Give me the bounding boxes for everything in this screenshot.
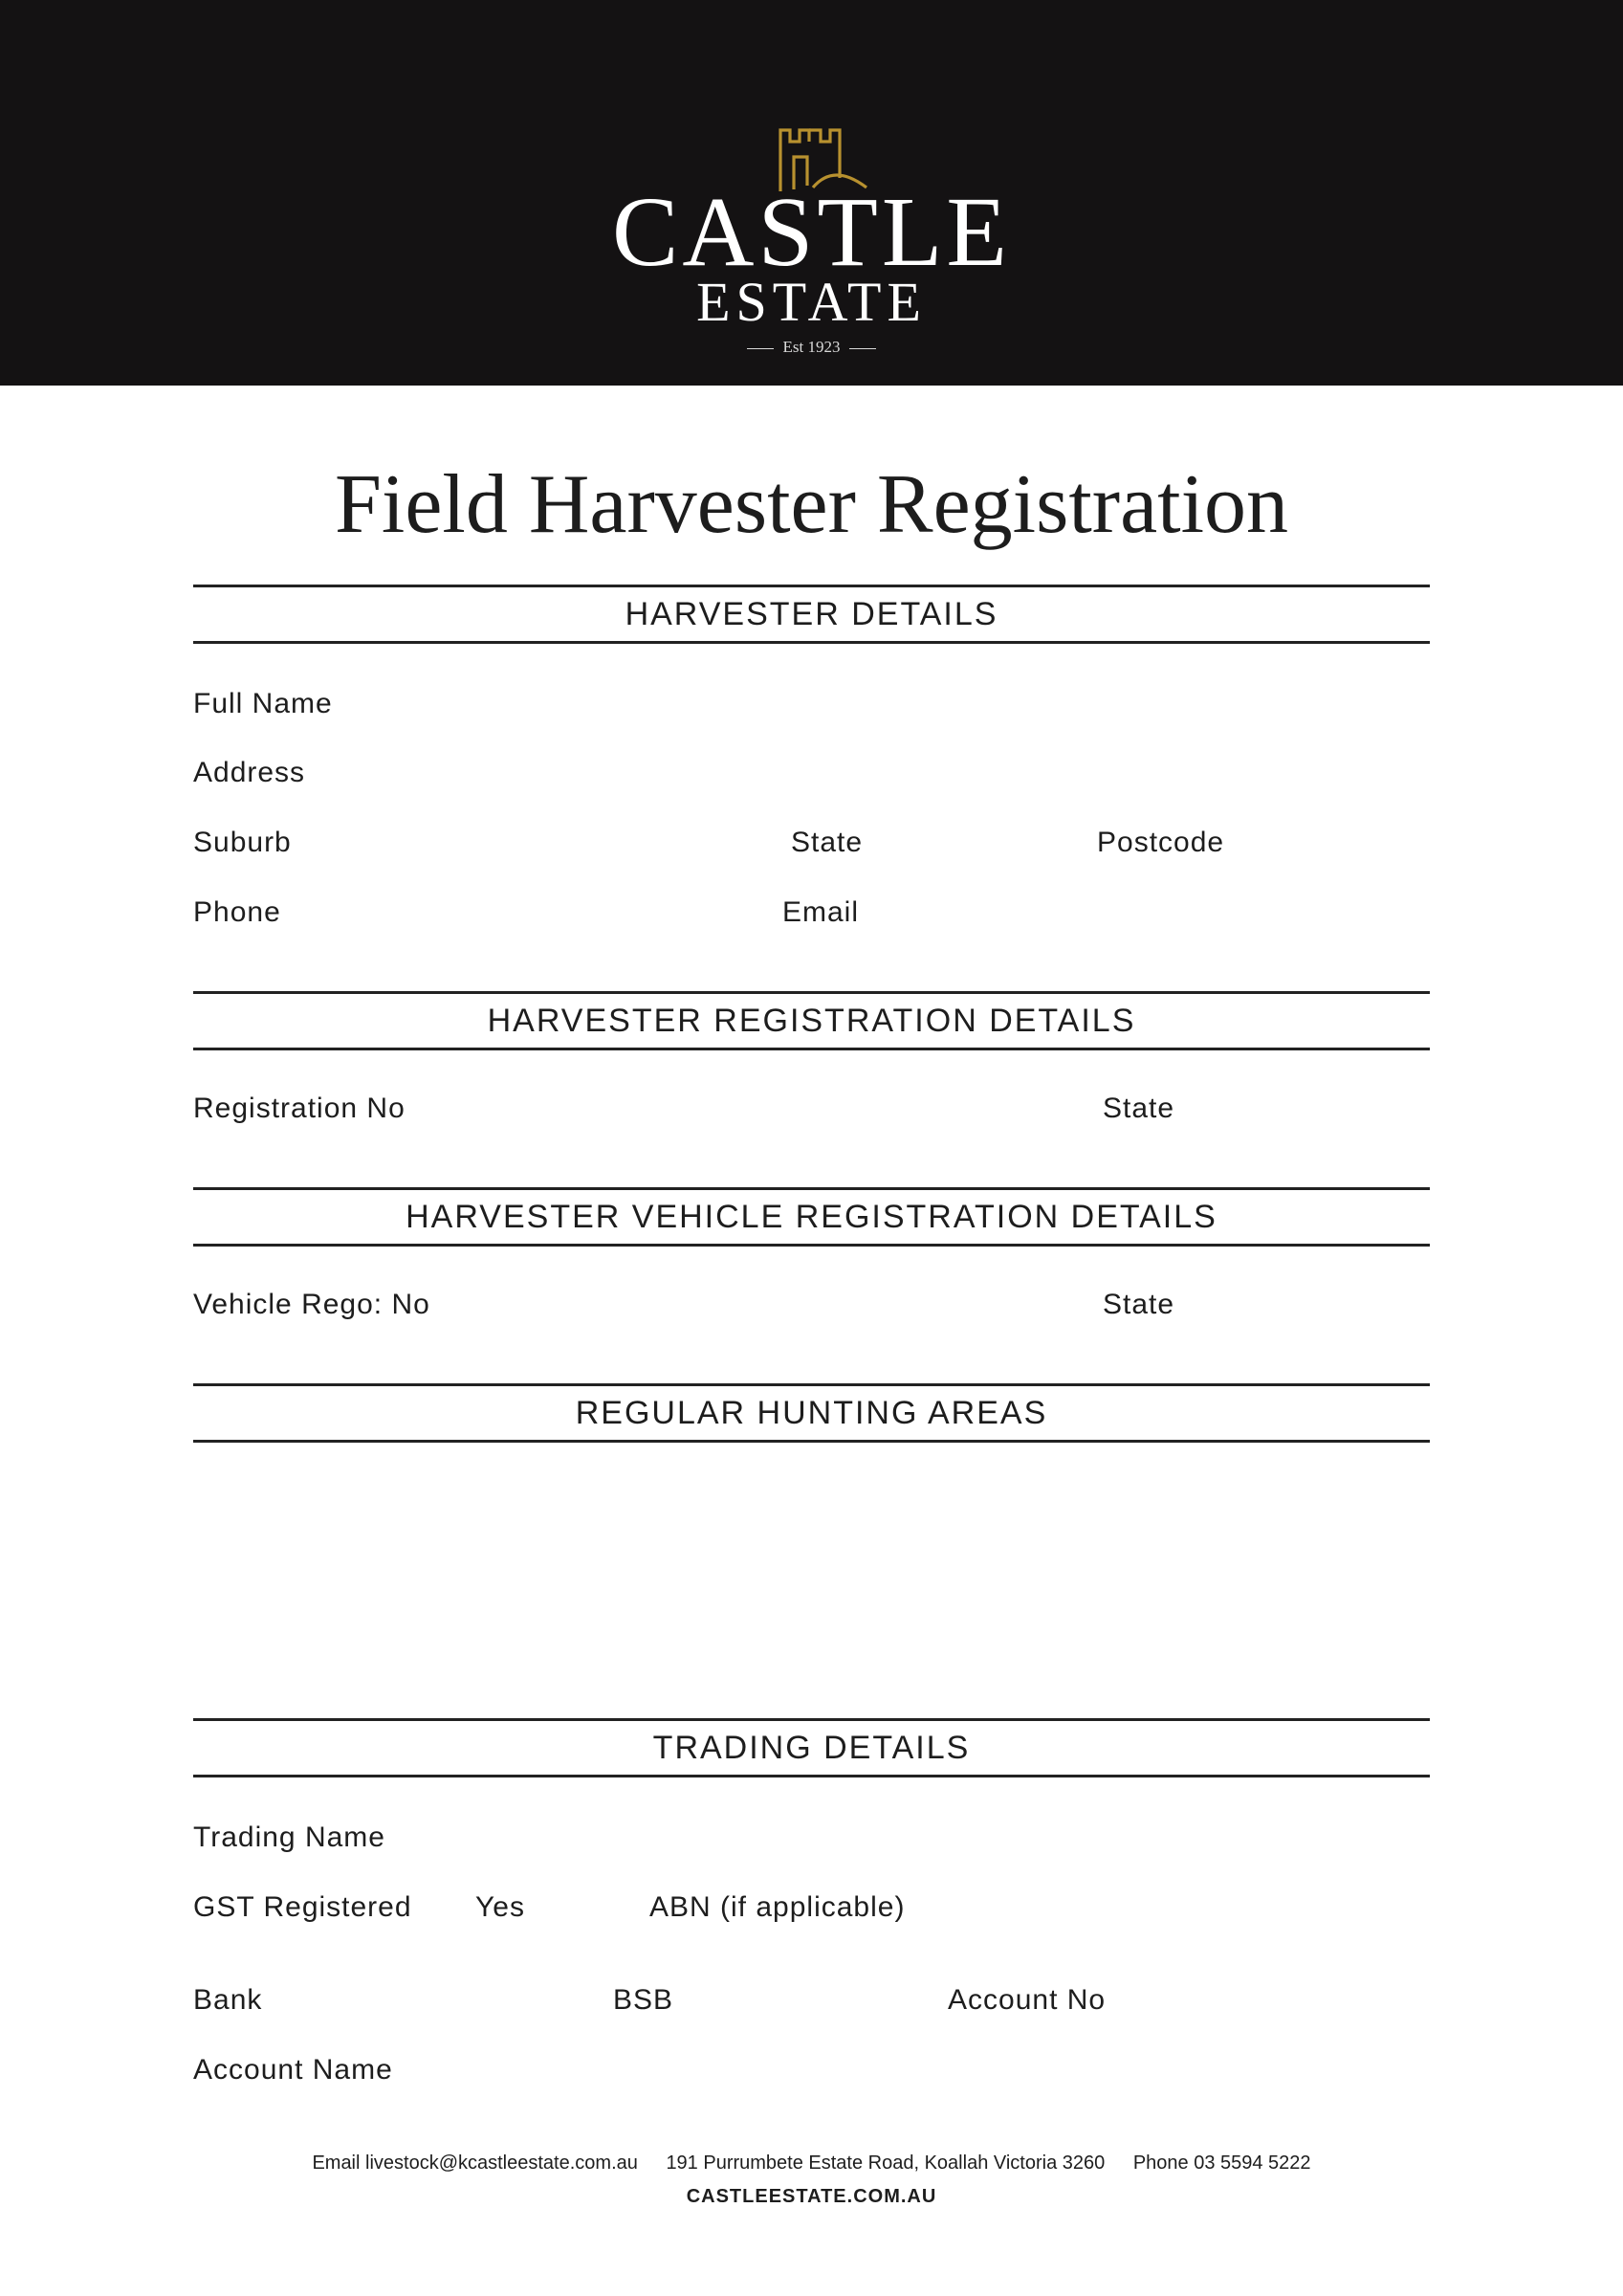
registration-details-heading: HARVESTER REGISTRATION DETAILS <box>487 1003 1136 1039</box>
suburb-field[interactable]: Suburb <box>193 827 292 858</box>
bank-field[interactable]: Bank <box>193 1984 263 2016</box>
est-year: Est 1923 <box>782 338 841 356</box>
vehicle-rego-field[interactable]: Vehicle Rego: No <box>193 1289 430 1320</box>
address-field[interactable]: Address <box>193 757 306 788</box>
header-banner <box>0 0 1623 386</box>
account-no-field[interactable]: Account No <box>948 1984 1107 2016</box>
gst-yes-option[interactable]: Yes <box>475 1891 525 1923</box>
section-rule-top <box>193 1383 1430 1386</box>
logo-estate-text: ESTATE <box>696 271 927 333</box>
section-rule-bottom <box>193 1048 1430 1050</box>
hunting-areas-heading: REGULAR HUNTING AREAS <box>575 1395 1048 1431</box>
footer-phone[interactable]: Phone 03 5594 5222 <box>1132 2152 1311 2174</box>
footer-website-link[interactable]: CASTLEESTATE.COM.AU <box>686 2186 937 2207</box>
state-field[interactable]: State <box>791 827 864 858</box>
hunting-areas-textarea[interactable] <box>193 1446 1430 1714</box>
section-rule-bottom <box>193 641 1430 644</box>
gst-registered-label: GST Registered <box>193 1891 412 1923</box>
trading-details-heading: TRADING DETAILS <box>652 1730 971 1766</box>
footer-address: 191 Purrumbete Estate Road, Koallah Victoria 3260 <box>666 2152 1106 2174</box>
vehicle-state-field[interactable]: State <box>1103 1289 1175 1320</box>
phone-field[interactable]: Phone <box>193 896 281 928</box>
email-field[interactable]: Email <box>782 896 860 928</box>
vehicle-details-heading: HARVESTER VEHICLE REGISTRATION DETAILS <box>406 1199 1217 1235</box>
bsb-field[interactable]: BSB <box>613 1984 674 2016</box>
section-rule-top <box>193 585 1430 587</box>
registration-state-field[interactable]: State <box>1103 1093 1175 1124</box>
full-name-field[interactable]: Full Name <box>193 688 333 719</box>
harvester-details-heading: HARVESTER DETAILS <box>625 596 998 632</box>
abn-field[interactable]: ABN (if applicable) <box>649 1891 906 1923</box>
section-rule-bottom <box>193 1775 1430 1777</box>
section-rule-bottom <box>193 1244 1430 1247</box>
account-name-field[interactable]: Account Name <box>193 2054 393 2086</box>
footer-contact <box>0 2151 1623 2175</box>
section-rule-top <box>193 1187 1430 1190</box>
footer-email[interactable]: Email livestock@kcastleestate.com.au <box>312 2152 638 2174</box>
form-title: Field Harvester Registration <box>334 458 1289 551</box>
postcode-field[interactable]: Postcode <box>1097 827 1225 858</box>
est-dash-left <box>747 348 774 349</box>
registration-no-field[interactable]: Registration No <box>193 1093 406 1124</box>
trading-name-field[interactable]: Trading Name <box>193 1821 385 1853</box>
section-rule-top <box>193 1718 1430 1721</box>
est-dash-right <box>849 348 876 349</box>
logo-established <box>0 337 1623 358</box>
section-rule-bottom <box>193 1440 1430 1443</box>
logo-castle-text: CASTLE <box>612 177 1011 287</box>
section-rule-top <box>193 991 1430 994</box>
